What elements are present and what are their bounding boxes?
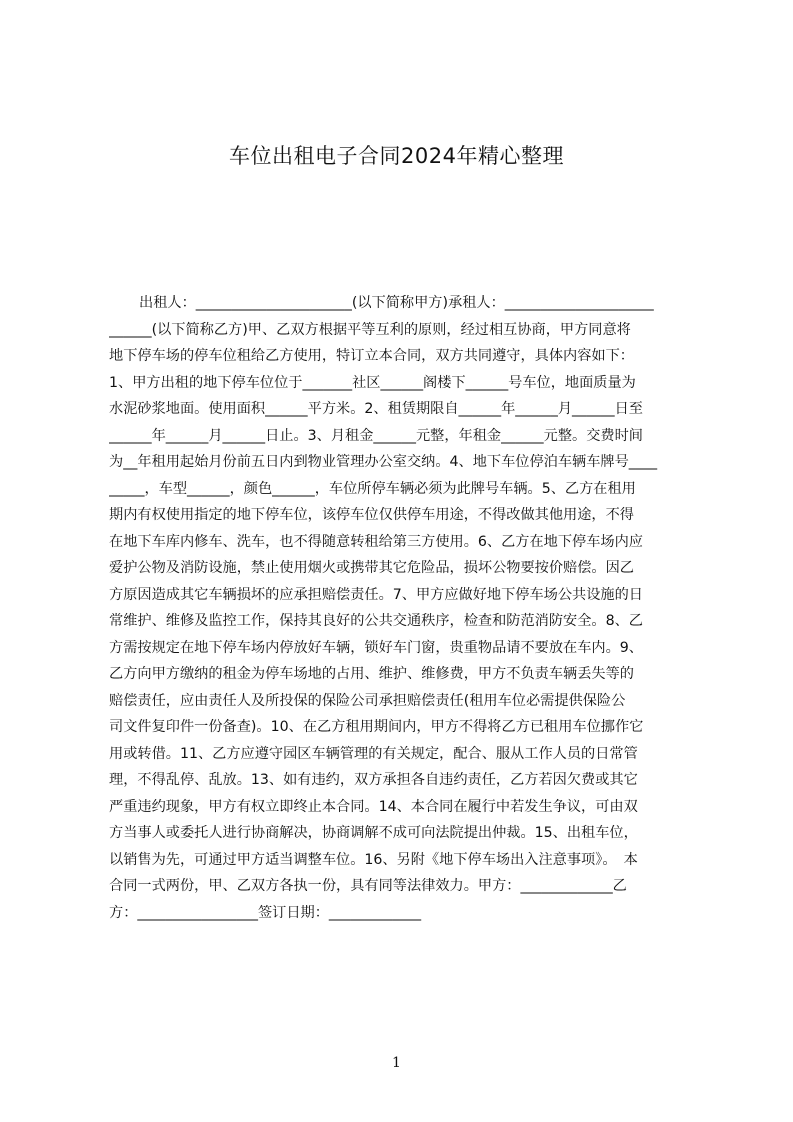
body-line-5: 水泥砂浆地面。使用面积______平方米。2、租赁期限自______年______月______日至 — [109, 401, 643, 417]
document-title: 车位出租电子合同2024年精心整理 — [229, 144, 564, 168]
body-line-7: 为__年租用起始月份前五日内到物业管理办公室交纳。4、地下车位停泊车辆车牌号____ — [109, 454, 658, 470]
body-line-1: 出租人：______________________(以下简称甲方)承租人：_____________________ — [139, 295, 654, 311]
page-number: 1 — [392, 1055, 401, 1071]
body-line-6: ______年______月______日止。3、月租金______元整，年租金______元整。交费时间 — [109, 427, 643, 444]
body-line-8: _____，车型______，颜色______，车位所停车辆必须为此牌号车辆。5、乙方在租用 — [109, 480, 636, 497]
body-line-18: 用或转借。11、乙方应遵守园区车辆管理的有关规定，配合、服从工作人员的日常管 — [109, 745, 638, 762]
body-line-23: 合同一式两份，甲、乙双方各执一份，具有同等法律效力。甲方：_____________乙 — [109, 878, 627, 894]
body-line-14: 方需按规定在地下停车场内停放好车辆，锁好车门窗，贵重物品请不要放在车内。9、 — [109, 639, 643, 656]
body-line-12: 方原因造成其它车辆损坏的应承担赔偿责任。7、甲方应做好地下停车场公共设施的日 — [109, 586, 643, 603]
contract-body — [109, 290, 701, 926]
body-line-13: 常维护、维修及监控工作，保持其良好的公共交通秩序，检查和防范消防安全。8、乙 — [109, 613, 643, 629]
body-line-10: 在地下车库内修车、洗车，也不得随意转租给第三方使用。6、乙方在地下停车场内应 — [109, 533, 643, 550]
body-line-16: 赔偿责任，应由责任人及所投保的保险公司承担赔偿责任(租用车位必需提供保险公 — [109, 692, 626, 709]
body-line-17: 司文件复印件一份备查)。10、在乙方租用期间内，甲方不得将乙方已租用车位挪作它 — [109, 719, 644, 735]
body-line-11: 爱护公物及消防设施，禁止使用烟火或携带其它危险品，损坏公物要按价赔偿。因乙 — [109, 560, 634, 576]
body-line-21: 方当事人或委托人进行协商解决，协商调解不成可向法院提出仲裁。15、出租车位， — [109, 825, 638, 841]
body-line-15: 乙方向甲方缴纳的租金为停车场地的占用、维护、维修费，甲方不负责车辆丢失等的 — [109, 666, 634, 682]
body-line-9: 期内有权使用指定的地下停车位，该停车位仅供停车用途，不得改做其他用途，不得 — [109, 507, 634, 523]
body-line-22: 以销售为先，可通过甲方适当调整车位。16、另附《地下停车场出入注意事项》。 本 — [109, 851, 638, 868]
body-line-3: 地下停车场的停车位租给乙方使用，特订立本合同，双方共同遵守，具体内容如下： — [109, 348, 634, 364]
body-line-24: 方：_________________签订日期：_____________ — [109, 904, 422, 921]
body-line-4: 1、甲方出租的地下停车位位于_______社区______阁楼下______号车位，地面质量为 — [109, 374, 636, 391]
body-line-2: ______(以下简称乙方)甲、乙双方根据平等互利的原则，经过相互协商，甲方同意将 — [109, 321, 631, 338]
body-line-19: 理，不得乱停、乱放。13、如有违约，双方承担各自违约责任，乙方若因欠费或其它 — [109, 772, 638, 788]
body-line-20: 严重违约现象，甲方有权立即终止本合同。14、本合同在履行中若发生争议，可由双 — [109, 798, 638, 815]
